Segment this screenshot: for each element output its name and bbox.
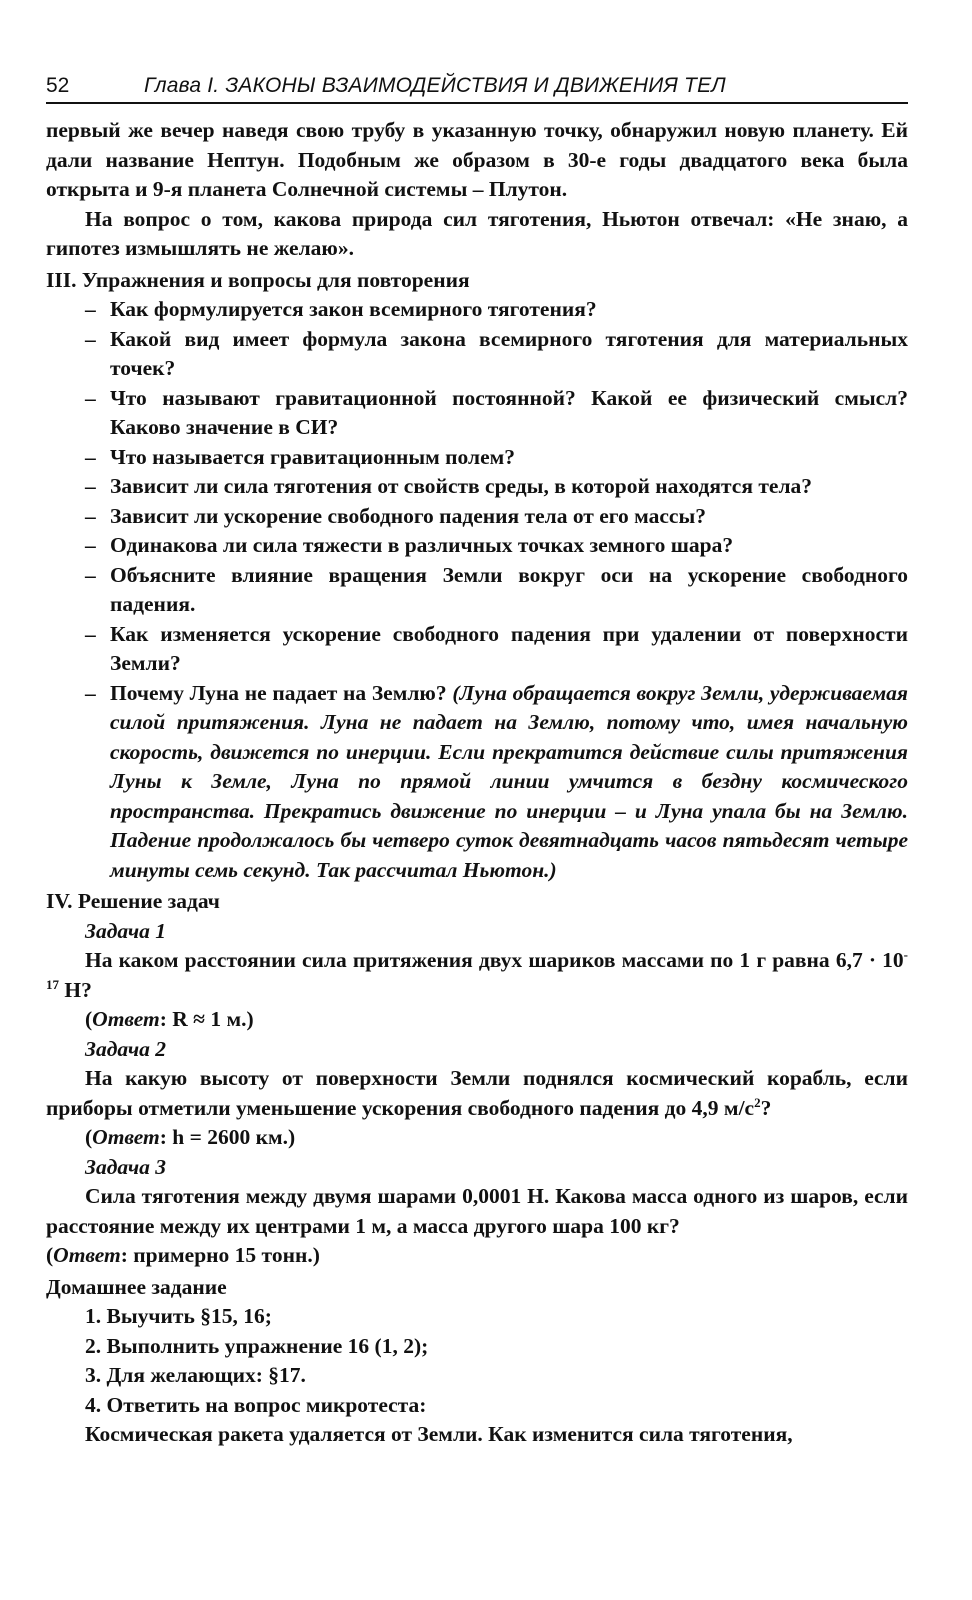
- homework-title: Домашнее задание: [46, 1274, 227, 1299]
- task-text-part: Н?: [59, 977, 92, 1002]
- list-item: [46, 531, 908, 561]
- task-1-title: Задача 1: [85, 918, 166, 943]
- homework-item: 1. Выучить §15, 16;: [85, 1304, 272, 1328]
- task-text-part: На каком расстоянии сила притяжения двух шариков массами по 1 г равна 6,7 · 10: [85, 948, 904, 972]
- running-title: Глава I. ЗАКОНЫ ВЗАИМОДЕЙСТВИЯ И ДВИЖЕНИЯ ТЕЛ: [144, 74, 726, 97]
- review-questions-list: [46, 295, 908, 885]
- question-text: Что называют гравитационной постоянной? Какой ее физический смысл? Каково значение в СИ?: [110, 385, 908, 439]
- section-4-title: IV. Решение задач: [46, 889, 220, 913]
- answer-label: Ответ: [92, 1125, 160, 1149]
- homework-item: 3. Для желающих: §17.: [85, 1363, 306, 1387]
- list-item: [46, 561, 908, 620]
- homework-item: 2. Выполнить упражнение 16 (1, 2);: [85, 1333, 429, 1358]
- question-text: Объясните влияние вращения Земли вокруг оси на ускорение свободного падения.: [110, 562, 908, 616]
- task-text-part: На какую высоту от поверхности Земли поднялся космический корабль, если приборы отметили уменьшение ускорения свободного падения до 4,9 м/с: [46, 1066, 908, 1120]
- task-1-text: [46, 946, 908, 1005]
- dash-marker: –: [85, 533, 96, 557]
- task-3-title: Задача 3: [85, 1154, 166, 1179]
- exponent: 2: [754, 1094, 761, 1110]
- homework-item: 4. Ответить на вопрос микротеста:: [85, 1392, 427, 1417]
- task-1-answer: [46, 1005, 908, 1035]
- list-item: [46, 443, 908, 473]
- homework-list: [46, 1302, 908, 1420]
- answer-paren: (: [46, 1243, 54, 1267]
- dash-marker: –: [85, 680, 96, 705]
- moon-answer-text: (Луна обращается вокруг Земли, удерживаемая силой притяжения. Луна не падает на Землю, потому что, имея начальную скорость, движется по инерции. Если прекратится действие силы притяжения Луны к Земле, Луна по прямой линии умчится в бездну космического пространства. Прекратись движение по инерции – и Луна упала бы на Землю. Падение продолжалось бы четверо суток девятнадцать часов пятьдесят четыре минуты семь секунд. Так рассчитал Ньютон.): [110, 680, 908, 882]
- dash-marker: –: [85, 562, 96, 587]
- question-text: Зависит ли сила тяготения от свойств среды, в которой находятся тела?: [110, 474, 813, 498]
- dash-marker: –: [85, 385, 96, 410]
- task-2-title: Задача 2: [85, 1036, 166, 1061]
- question-text: Почему Луна не падает на Землю?: [110, 680, 447, 705]
- dash-marker: –: [85, 444, 96, 469]
- page-header: [46, 74, 908, 104]
- answer-label: Ответ: [92, 1007, 160, 1031]
- book-page: [46, 74, 908, 1450]
- intro-paragraph-2: На вопрос о том, какова природа сил тяготения, Ньютон отвечал: «Не знаю, а гипотез измышлять не желаю».: [46, 206, 908, 260]
- page-body: [46, 116, 908, 1450]
- page-number: 52: [46, 74, 70, 97]
- question-text: Зависит ли ускорение свободного падения тела от его массы?: [110, 503, 706, 528]
- answer-paren: (: [85, 1007, 93, 1031]
- task-2-answer: [46, 1123, 908, 1153]
- task-3-answer: [46, 1241, 908, 1271]
- list-item: [46, 325, 908, 384]
- list-item: [46, 472, 908, 502]
- answer-paren: (: [85, 1125, 93, 1149]
- question-text: Что называется гравитационным полем?: [110, 444, 516, 469]
- section-3-title: III. Упражнения и вопросы для повторения: [46, 267, 470, 292]
- exponent: -17: [46, 947, 908, 992]
- dash-marker: –: [85, 503, 96, 528]
- list-item: [46, 295, 908, 325]
- list-item: [46, 679, 908, 886]
- question-text: Какой вид имеет формула закона всемирного тяготения для материальных точек?: [110, 326, 908, 380]
- list-item: [46, 502, 908, 532]
- answer-value: : примерно 15 тонн.): [120, 1243, 320, 1267]
- task-2-text: [46, 1064, 908, 1123]
- answer-label: Ответ: [53, 1243, 121, 1267]
- dash-marker: –: [85, 297, 96, 321]
- task-text-part: ?: [760, 1095, 772, 1120]
- list-item: [46, 620, 908, 679]
- question-text: Одинакова ли сила тяжести в различных точках земного шара?: [110, 533, 734, 557]
- microtest-question: Космическая ракета удаляется от Земли. Как изменится сила тяготения,: [85, 1422, 793, 1446]
- question-text: Как формулируется закон всемирного тяготения?: [110, 297, 597, 321]
- answer-value: : h = 2600 км.): [159, 1125, 296, 1149]
- dash-marker: –: [85, 326, 96, 351]
- question-text: Как изменяется ускорение свободного падения при удалении от поверхности Земли?: [110, 621, 908, 675]
- intro-paragraph-1: первый же вечер наведя свою трубу в указанную точку, обнаружил новую планету. Ей дали название Нептун. Подобным же образом в 30-е годы двадцатого века была открыта и 9-я планета Солнечной системы – Плутон.: [46, 118, 908, 201]
- dash-marker: –: [85, 621, 96, 646]
- dash-marker: –: [85, 474, 96, 498]
- list-item: [46, 384, 908, 443]
- answer-value: : R ≈ 1 м.): [159, 1007, 254, 1031]
- task-3-text: Сила тяготения между двумя шарами 0,0001 Н. Какова масса одного из шаров, если расстояние между их центрами 1 м, а масса другого шара 100 кг?: [46, 1184, 908, 1238]
